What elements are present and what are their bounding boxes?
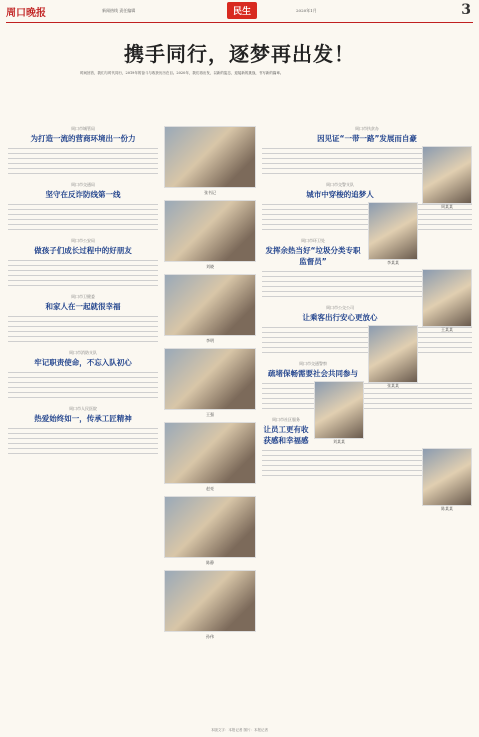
article-kicker: 周口市消防支队 [69,350,97,355]
article-kicker: 周口市社区服务 [272,417,300,422]
issue-date: 2020年1月 [296,8,317,13]
portrait-photo [164,126,256,188]
article-body [262,381,472,411]
header-meta: 新闻热线 责任编辑 [102,8,136,13]
portrait-photo [164,274,256,336]
article-title: 疏堵保畅需要社会共同参与 [268,369,358,378]
article-title: 做孩子们成长过程中的好朋友 [34,246,132,255]
photo-caption: 李某某 [387,260,399,265]
portrait-photo [164,422,256,484]
main-headline: 携手同行，逐梦再出发！ [124,42,355,66]
article-kicker: 周口市人民医院 [69,406,97,411]
article-body [8,202,158,232]
article-title: 为打造一流的营商环境出一份力 [30,134,136,143]
photo-caption: 陈静 [206,560,214,565]
article [8,126,158,176]
photo-caption: 王强 [206,412,214,417]
article-kicker: 周口市扶贫办 [355,126,379,131]
article-photo [368,202,418,265]
article-body [8,370,158,400]
article-title: 热爱始终如一，传承工匠精神 [34,414,132,423]
photo-caption: 孙伟 [206,634,214,639]
article-title: 坚守在反诈防线第一线 [45,190,121,199]
article-kicker: 周口市公安局 [71,238,95,243]
page-header [6,4,473,22]
article-photo [422,269,472,332]
article-body [8,314,158,344]
portrait-photo [164,200,256,262]
article [8,238,158,288]
article-kicker: 周口市环卫处 [301,238,325,243]
photo-caption: 周某某 [441,204,453,209]
article-kicker: 周口市公交公司 [326,305,354,310]
left-column [8,126,158,462]
portrait-photo [164,496,256,558]
article-title: 因见证“一带一路”发展而自豪 [317,134,417,143]
photo-caption: 张书记 [204,190,216,195]
article-title: 城市中穿梭的追梦人 [306,190,374,199]
right-column [262,126,472,511]
article-photo [314,381,364,444]
page-footer: 本版文字：本报记者 图片：本报记者 [210,728,269,732]
article-kicker: 周口市交通警察 [299,361,327,366]
article-photo [422,146,472,209]
article [8,406,158,456]
article [8,350,158,400]
intro-paragraph: 时间回首，我们与时代同行，2019年的奋斗与收获历历在目。2020年，我们再出发，以新的姿态，迎接新的挑战，书写新的篇章。 [80,71,284,75]
article-kicker: 周口市交警支队 [326,182,354,187]
article-title: 发挥余热当好“垃圾分类专职监督员” [265,246,361,266]
article-kicker: 周口市卫健委 [71,294,95,299]
portrait-photo [164,570,256,632]
section-badge: 民生 [227,2,257,19]
photo-caption: 刘晓 [206,264,214,269]
article [8,182,158,232]
article-kicker: 周口市交通局 [71,182,95,187]
article-body [8,146,158,176]
article-title: 和家人在一起就很幸福 [45,302,121,311]
article-photo [422,448,472,511]
article-body [8,426,158,456]
photo-column [162,126,258,644]
article [8,294,158,344]
page-number: 3 [461,2,471,18]
photo-caption: 张某某 [387,383,399,388]
photo-caption: 陈某某 [441,506,453,511]
article-title: 让乘客出行安心更放心 [302,313,378,322]
article-photo [368,325,418,388]
photo-caption: 李明 [206,338,214,343]
photo-caption: 刘某某 [333,439,345,444]
article-body [8,258,158,288]
article-title: 牢记职责使命，不忘入队初心 [34,358,132,367]
masthead: 周口晚报 [6,8,46,19]
portrait-photo [164,348,256,410]
header-rule [6,22,473,23]
article-kicker: 周口市城管局 [71,126,95,131]
article-title: 让员工更有收获感和幸福感 [263,425,309,445]
photo-caption: 赵亮 [206,486,214,491]
article [262,417,472,511]
photo-caption: 王某某 [441,327,453,332]
